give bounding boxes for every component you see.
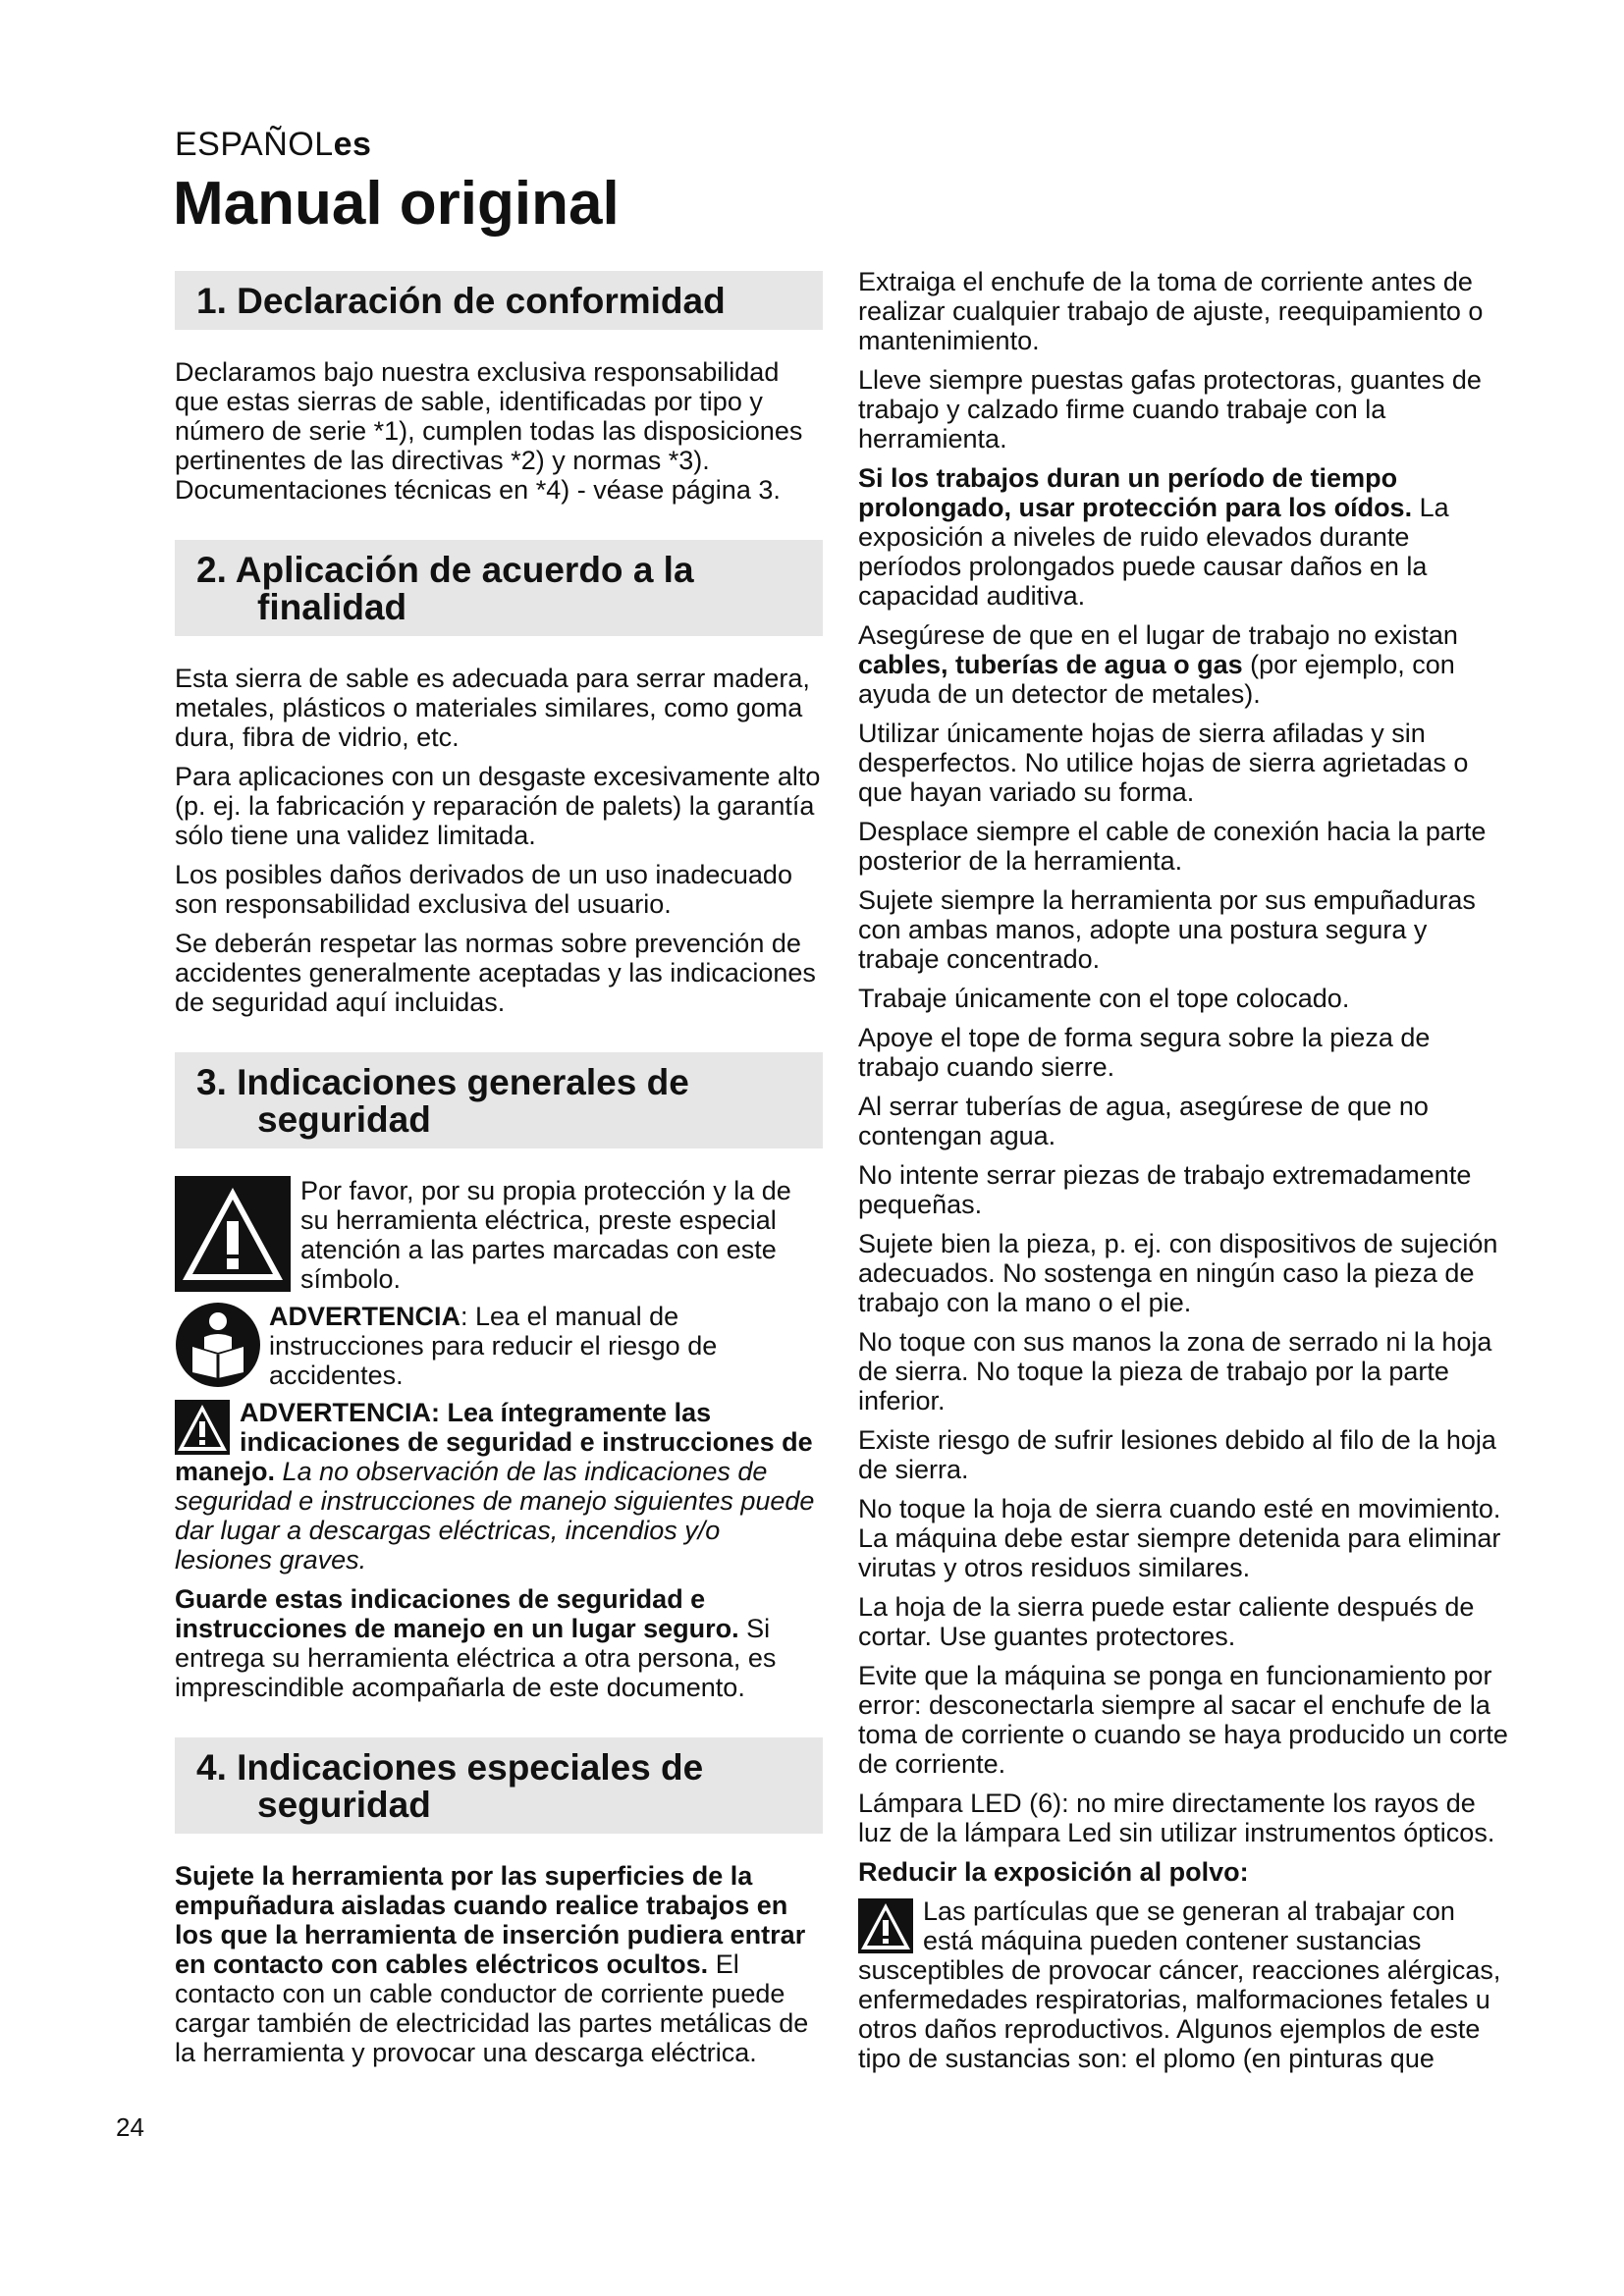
paragraph: Sujete siempre la herramienta por sus empuñaduras con ambas manos, adopte una postura segura y trabaje concentrado. [858,885,1476,974]
manual-warning-text: ADVERTENCIA: Lea el manual de instrucciones para reducir el riesgo de accidentes. [269,1302,718,1390]
paragraph: No toque con sus manos la zona de serrado ni la hoja de sierra. No toque la pieza de trabajo por la parte inferior. [858,1327,1492,1415]
paragraph: La hoja de la sierra puede estar caliente después de cortar. Use guantes protectores. [858,1592,1475,1651]
paragraph: Lámpara LED (6): no mire directamente los rayos de luz de la lámpara Led sin utilizar instrumentos ópticos. [858,1789,1495,1847]
paragraph: Al serrar tuberías de agua, asegúrese de que no contengan agua. [858,1092,1429,1150]
section-heading-3: 3. Indicaciones generales de seguridad [175,1052,823,1148]
warning-paragraph: ADVERTENCIA: Lea íntegramente las indicaciones de seguridad e instrucciones de manejo. La no observación de las indicaciones de seguridad e instrucciones de manejo siguientes puede dar lugar a descargas eléctricas, incendios y/o lesiones graves. [175,1398,815,1575]
dust-heading: Reducir la exposición al polvo: [858,1857,1249,1887]
page-number: 24 [116,2112,144,2142]
manual-warning-block [175,1302,823,1390]
read-manual-icon [175,1302,261,1388]
right-column [858,267,1511,2083]
paragraph: Lleve siempre puestas gafas protectoras, guantes de trabajo y calzado firme cuando trabaje con la herramienta. [858,365,1482,454]
paragraph: Esta sierra de sable es adecuada para serrar madera, metales, plásticos o materiales similares, como goma dura, fibra de vidrio, etc. [175,664,810,752]
left-column [175,267,823,2077]
paragraph: No intente serrar piezas de trabajo extremadamente pequeñas. [858,1160,1472,1219]
warning-block [175,1176,823,1294]
dust-paragraph: Las partículas que se generan al trabajar con está máquina pueden contener sustancias susceptibles de provocar cáncer, reacciones alérgicas, enfermedades respiratorias, malformaciones fetales u otros daños reproductivos. Algunos ejemplos de este tipo de sustancias son: el plomo (en pinturas que [858,1896,1501,2073]
paragraph: Extraiga el enchufe de la toma de corriente antes de realizar cualquier trabajo de ajuste, reequipamiento o mantenimiento. [858,267,1484,355]
paragraph: Desplace siempre el cable de conexión hacia la parte posterior de la herramienta. [858,817,1487,876]
paragraph: Para aplicaciones con un desgaste excesivamente alto (p. ej. la fabricación y reparación de palets) la garantía sólo tiene una validez limitada. [175,762,821,850]
warning-triangle-icon [175,1176,291,1292]
warning-text: Por favor, por su propia protección y la de su herramienta eléctrica, preste especial atención a las partes marcadas con este símbolo. [300,1176,791,1294]
paragraph: No toque la hoja de sierra cuando esté en movimiento. La máquina debe estar siempre detenida para eliminar virutas y otros residuos similares. [858,1494,1501,1582]
paragraph: Evite que la máquina se ponga en funcionamiento por error: desconectarla siempre al sacar el enchufe de la toma de corriente o cuando se haya producido un corte de corriente. [858,1661,1508,1779]
paragraph: Sujete bien la pieza, p. ej. con dispositivos de sujeción adecuados. No sostenga en ningún caso la pieza de trabajo con la mano o el pie. [858,1229,1498,1317]
paragraph: Los posibles daños derivados de un uso inadecuado son responsabilidad exclusiva del usuario. [175,860,792,919]
paragraph: Declaramos bajo nuestra exclusiva responsabilidad que estas sierras de sable, identificadas por tipo y número de serie *1), cumplen todas las disposiciones pertinentes de las directivas *2) y normas *3). Documentaciones técnicas en *4) - véase página 3. [175,357,803,505]
language-label [175,126,371,164]
page-title: Manual original [173,170,620,238]
paragraph: Trabaje únicamente con el tope colocado. [858,984,1350,1013]
section-heading-4: 4. Indicaciones especiales de seguridad [175,1737,823,1834]
warning-small-icon [175,1400,230,1455]
paragraph: Sujete la herramienta por las superficies de la empuñadura aisladas cuando realice trabajos en los que la herramienta de inserción pudiera entrar en contacto con cables eléctricos ocultos. El contacto con un cable conductor de corriente puede cargar también de electricidad las partes metálicas de la herramienta y provocar una descarga eléctrica. [175,1861,809,2067]
language-code: es [333,126,372,163]
section-heading-2: 2. Aplicación de acuerdo a la finalidad [175,540,823,636]
keep-instructions-paragraph: Guarde estas indicaciones de seguridad e instrucciones de manejo en un lugar seguro. Si entrega su herramienta eléctrica a otra persona, es imprescindible acompañarla de este documento. [175,1584,777,1702]
paragraph: Existe riesgo de sufrir lesiones debido al filo de la hoja de sierra. [858,1425,1496,1484]
section-heading-1: 1. Declaración de conformidad [175,271,823,330]
warning-small-icon [858,1898,913,1953]
paragraph: Apoye el tope de forma segura sobre la pieza de trabajo cuando sierre. [858,1023,1431,1082]
paragraph: Si los trabajos duran un período de tiempo prolongado, usar protección para los oídos. La exposición a niveles de ruido elevados durante períodos prolongados puede causar daños en la capacidad auditiva. [858,463,1449,611]
paragraph: Se deberán respetar las normas sobre prevención de accidentes generalmente aceptadas y las indicaciones de seguridad aquí incluidas. [175,929,816,1017]
paragraph: Utilizar únicamente hojas de sierra afiladas y sin desperfectos. No utilice hojas de sierra agrietadas o que hayan variado su forma. [858,719,1469,807]
language-name: ESPAÑOL [175,126,334,163]
paragraph: Asegúrese de que en el lugar de trabajo no existan cables, tuberías de agua o gas (por ejemplo, con ayuda de un detector de metales). [858,620,1458,709]
